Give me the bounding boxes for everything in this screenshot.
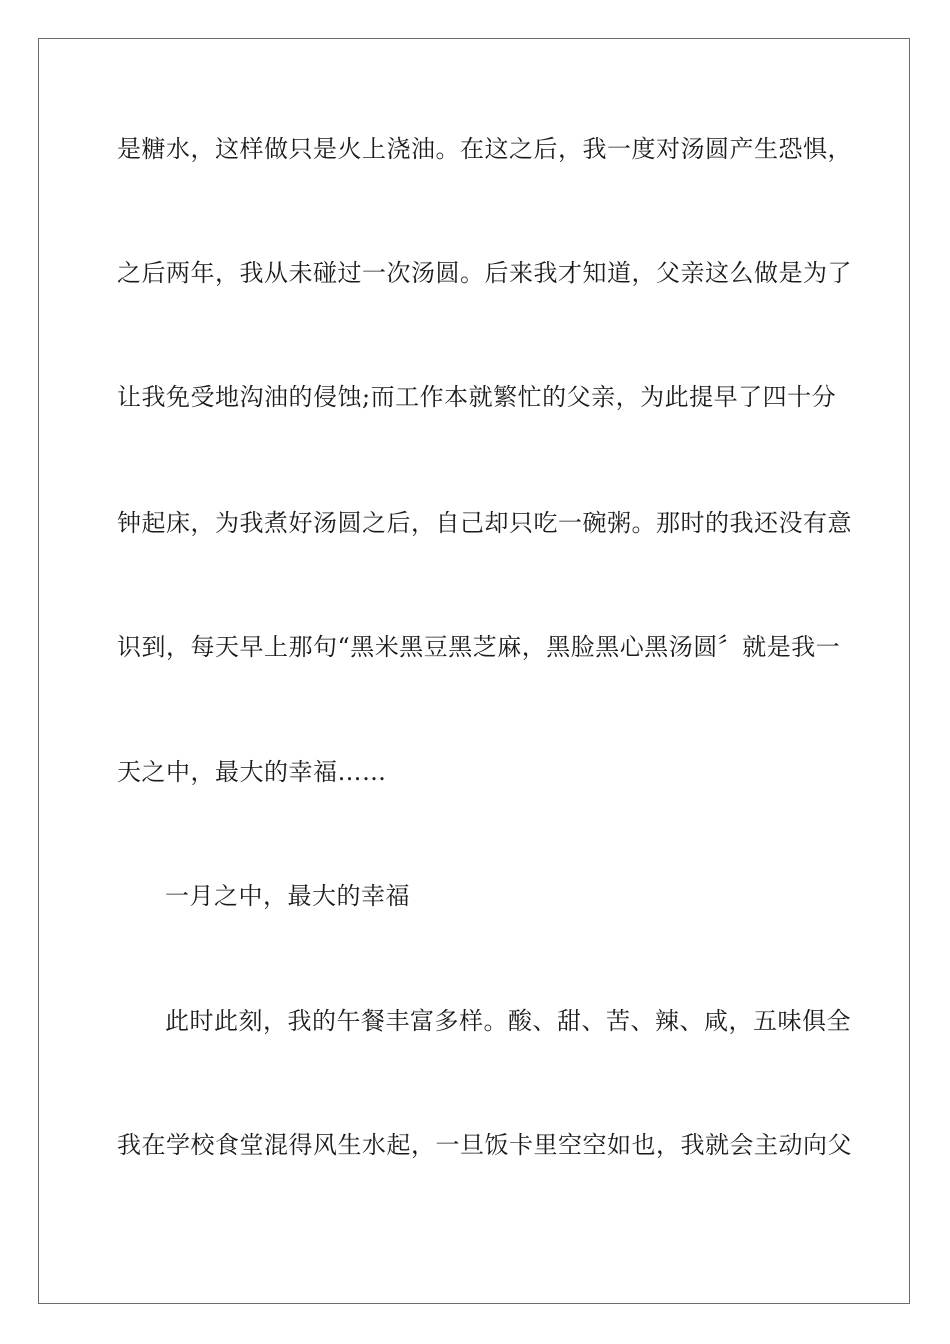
paragraph-line: 识到，每天早上那句“黑米黑豆黑芝麻，黑脸黑心黑汤圆〞就是我一 bbox=[117, 633, 841, 661]
paragraph-line: 此时此刻，我的午餐丰富多样。酸、甜、苦、辣、咸，五味俱全 bbox=[165, 1007, 851, 1035]
paragraph-line: 之后两年，我从未碰过一次汤圆。后来我才知道，父亲这么做是为了 bbox=[117, 259, 852, 287]
section-heading: 一月之中，最大的幸福 bbox=[165, 882, 410, 910]
paragraph-line: 钟起床，为我煮好汤圆之后，自己却只吃一碗粥。那时的我还没有意 bbox=[117, 509, 852, 537]
paragraph-line: 让我免受地沟油的侵蚀;而工作本就繁忙的父亲，为此提早了四十分 bbox=[117, 383, 837, 411]
paragraph-line: 是糖水，这样做只是火上浇油。在这之后，我一度对汤圆产生恐惧， bbox=[117, 135, 852, 163]
page-border bbox=[38, 38, 910, 1304]
paragraph-line: 天之中，最大的幸福…… bbox=[117, 758, 387, 786]
paragraph-line: 我在学校食堂混得风生水起，一旦饭卡里空空如也，我就会主动向父 bbox=[117, 1131, 852, 1159]
